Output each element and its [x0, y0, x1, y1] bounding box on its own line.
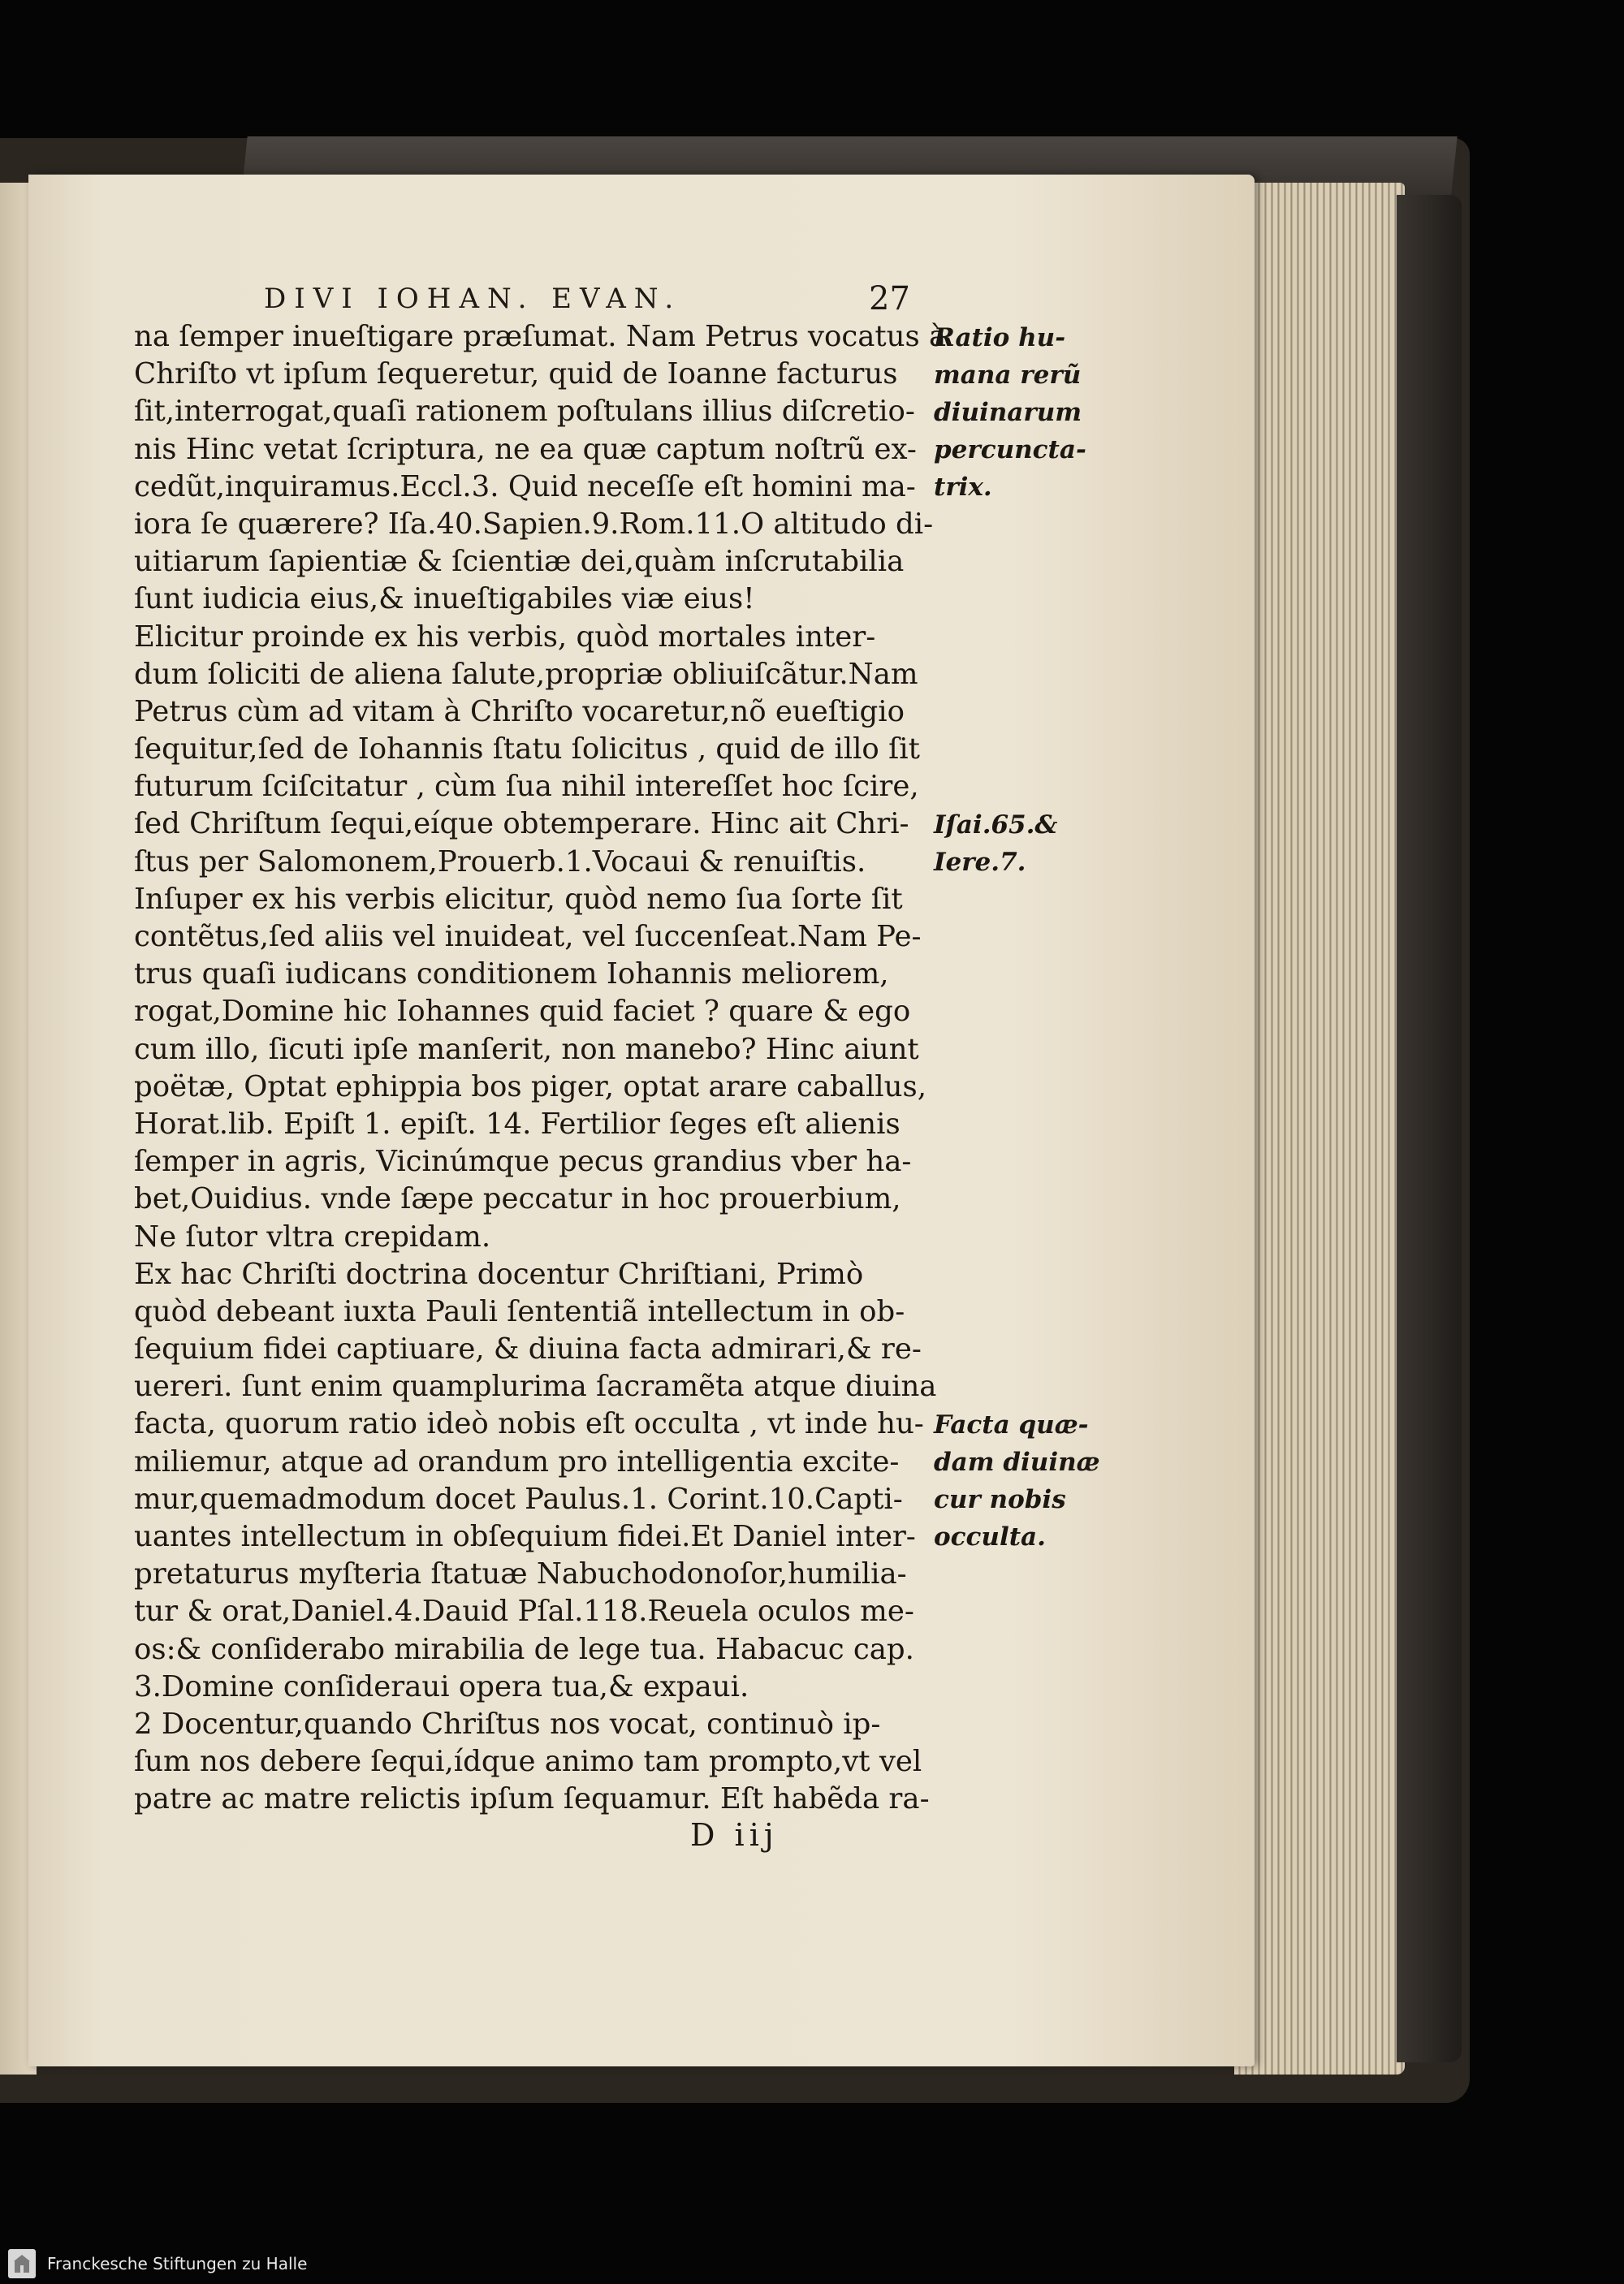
text-line: ſequium fidei captiuare, & diuina facta admirari,& re-: [134, 1332, 922, 1367]
text-line: os:& conſiderabo mirabilia de lege tua. Habacuc cap.: [134, 1632, 914, 1666]
text-line: dum ſoliciti de aliena ſalute,propriæ obliuiſcãtur.Nam: [134, 657, 918, 691]
text-line: Chriſto vt ipſum ſequeretur, quid de Ioanne facturus: [134, 357, 898, 391]
text-line: rogat,Domine hic Iohannes quid faciet ? quare & ego: [134, 995, 911, 1029]
text-line: ſtus per Salomonem,Prouerb.1.Vocaui & renuiſtis.: [134, 844, 866, 879]
margin-note-line: trix.: [934, 473, 992, 502]
text-line: iora ſe quærere? Iſa.40.Sapien.9.Rom.11.O altitudo di-: [134, 507, 934, 541]
text-line: nis Hinc vetat ſcriptura, ne ea quæ captum noſtrũ ex-: [134, 432, 917, 466]
text-line: 2 Docentur,quando Chriſtus nos vocat, continuò ip-: [134, 1707, 881, 1741]
signature-mark: D iij: [690, 1817, 779, 1853]
text-line: ſemper in agris, Vicinúmque pecus grandius vber ha-: [134, 1145, 912, 1179]
margin-note-line: percuncta-: [934, 435, 1086, 464]
text-line: poëtæ, Optat ephippia bos piger, optat arare caballus,: [134, 1069, 927, 1103]
text-line: bet,Ouidius. vnde ſæpe peccatur in hoc prouerbium,: [134, 1182, 901, 1216]
margin-note-line: mana rerũ: [934, 361, 1082, 390]
margin-note-line: Iere.7.: [934, 848, 1026, 877]
margin-note-facta-quaedam: [934, 1406, 1100, 1556]
institution-logo-icon: [8, 2249, 36, 2278]
text-line: uitiarum ſapientiæ & ſcientiæ dei,quàm inſcrutabilia: [134, 545, 905, 579]
page-edges: [1234, 183, 1405, 2075]
margin-note-line: occulta.: [934, 1522, 1046, 1552]
margin-note-isaiah-jeremiah: [934, 806, 1057, 881]
book-spine: [1397, 195, 1462, 2062]
text-line: ſed Chriſtum ſequi,eíque obtemperare. Hinc ait Chri-: [134, 807, 909, 841]
text-line: facta, quorum ratio ideò nobis eſt occulta , vt inde hu-: [134, 1407, 924, 1441]
body-text: [134, 318, 947, 1819]
text-line: Elicitur proinde ex his verbis, quòd mortales inter-: [134, 620, 876, 654]
text-line: pretaturus myſteria ſtatuæ Nabuchodonoſor,humilia-: [134, 1557, 907, 1591]
text-line: 3.Domine conſideraui opera tua,& expaui.: [134, 1669, 749, 1703]
text-line: uantes intellectum in obſequium fidei.Et Daniel inter-: [134, 1520, 916, 1553]
footer-institution-name: Franckesche Stiftungen zu Halle: [47, 2254, 308, 2273]
margin-note-line: diuinarum: [934, 398, 1082, 427]
text-line: ſequitur,ſed de Iohannis ſtatu ſolicitus , quid de illo ſit: [134, 732, 920, 766]
text-line: tur & orat,Daniel.4.Dauid Pſal.118.Reuela oculos me-: [134, 1595, 914, 1629]
margin-note-line: dam diuinæ: [934, 1448, 1100, 1477]
text-line: Ex hac Chriſti doctrina docentur Chriſtiani, Primò: [134, 1257, 864, 1291]
margin-note-line: Iſai.65.&: [934, 810, 1058, 840]
text-line: Horat.lib. Epiſt 1. epiſt. 14. Fertilior ſeges eſt alienis: [134, 1107, 901, 1141]
text-line: ſunt iudicia eius,& inueſtigabiles viæ eius!: [134, 582, 755, 616]
text-line: Inſuper ex his verbis elicitur, quòd nemo ſua ſorte ſit: [134, 882, 903, 916]
text-line: futurum ſciſcitatur , cùm ſua nihil intereſſet hoc ſcire,: [134, 770, 919, 804]
margin-note-line: Facta quæ-: [934, 1410, 1089, 1440]
text-line: trus quaſi iudicans conditionem Iohannis meliorem,: [134, 957, 889, 991]
text-line: uereri. ſunt enim quamplurima ſacramẽta atque diuina: [134, 1370, 937, 1404]
running-head: DIVI IOHAN. EVAN.: [264, 283, 682, 315]
margin-note-line: cur nobis: [934, 1485, 1066, 1514]
text-line: mur,quemadmodum docet Paulus.1. Corint.10.Capti-: [134, 1482, 903, 1516]
text-line: cedũt,inquiramus.Eccl.3. Quid neceſſe eſt homini ma-: [134, 469, 916, 503]
text-line: miliemur, atque ad orandum pro intelligentia excite-: [134, 1444, 900, 1479]
text-line: ſum nos debere ſequi,ídque animo tam prompto,vt vel: [134, 1745, 922, 1779]
margin-note-ratio-humana: [934, 319, 1086, 506]
text-line: contẽtus,ſed aliis vel inuideat, vel ſuccenſeat.Nam Pe-: [134, 920, 922, 953]
text-line: quòd debeant iuxta Pauli ſententiã intellectum in ob-: [134, 1294, 905, 1328]
margin-note-line: Ratio hu-: [934, 323, 1066, 352]
text-line: Petrus cùm ad vitam à Chriſto vocaretur,nõ eueſtigio: [134, 694, 905, 728]
text-line: cum illo, ſicuti ipſe manſerit, non manebo? Hinc aiunt: [134, 1032, 919, 1066]
text-line: na ſemper inueſtigare præſumat. Nam Petrus vocatus à: [134, 320, 947, 353]
text-line: patre ac matre relictis ipſum ſequamur. Eſt habẽda ra-: [134, 1782, 930, 1816]
text-line: ſit,interrogat,quaſi rationem poſtulans illius diſcretio-: [134, 395, 915, 429]
text-line: Ne ſutor vltra crepidam.: [134, 1220, 491, 1254]
page-number: 27: [869, 280, 910, 317]
